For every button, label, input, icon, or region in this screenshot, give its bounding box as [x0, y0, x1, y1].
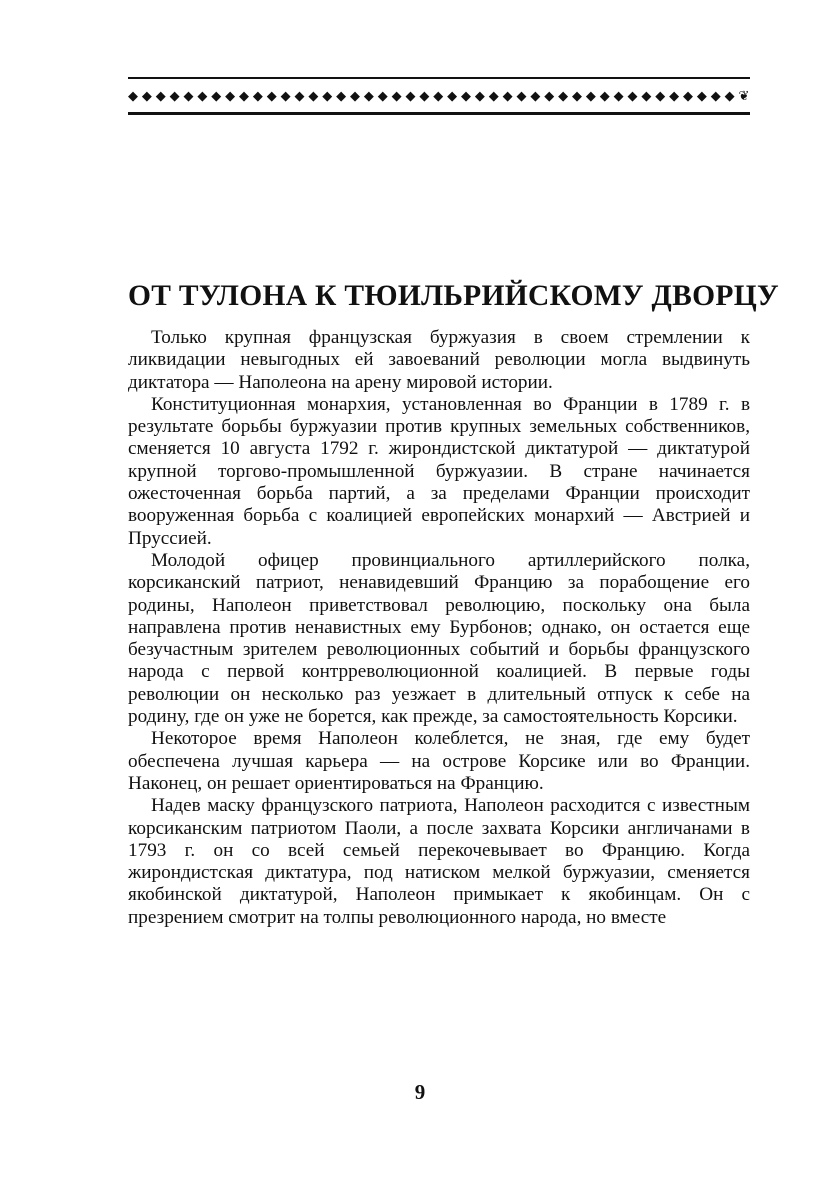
- diamond-ornament-icon: ◆: [599, 88, 610, 104]
- diamond-ornament-icon: ◆: [572, 88, 582, 104]
- diamond-ornament-icon: ◆: [724, 88, 735, 104]
- page-number: 9: [414, 1080, 426, 1104]
- diamond-ornament-icon: ◆: [516, 88, 527, 104]
- diamond-ornament-icon: ◆: [641, 88, 652, 104]
- diamond-ornament-icon: ◆: [558, 88, 569, 104]
- paragraph: Только крупная французская буржуазия в своем стремлении к ликвидации невыгодных ей завоеваний революции могла выдвинуть диктатора — Наполеона на арену мировой истории.: [128, 327, 750, 393]
- diamond-ornament-icon: ◆: [377, 88, 388, 104]
- chapter-title: ОТ ТУЛОНА К ТЮИЛЬРИЙСКОМУ ДВОРЦУ: [128, 280, 779, 312]
- paragraph: Конституционная монархия, установленная во Франции в 1789 г. в результате борьбы буржуазии против крупных земельных собственников, сменяется 10 августа 1792 г. жирондистской диктатурой — диктатурой крупной торгово-промышленной буржуазии. В стране начинается ожесточенная борьба партий, а за пределами Франции происходит вооруженная борьба с коалицией европейских монархий — Австрией и Пруссией.: [128, 393, 750, 549]
- diamond-ornament-icon: ◆: [294, 88, 305, 104]
- diamond-ornament-icon: ◆: [363, 88, 374, 104]
- diamond-ornament-icon: ◆: [141, 88, 152, 104]
- diamond-ornament-icon: ◆: [350, 88, 360, 104]
- header-top-rule: [128, 77, 750, 79]
- diamond-ornament-icon: ◆: [225, 88, 236, 104]
- diamond-ornament-icon: ◆: [544, 88, 555, 104]
- diamond-ornament-icon: ◆: [252, 88, 263, 104]
- diamond-ornament-icon: ◆: [128, 88, 138, 104]
- header-ornament-band: [128, 84, 750, 108]
- diamond-ornament-icon: ◆: [669, 88, 680, 104]
- diamond-ornament-icon: ◆: [419, 88, 430, 104]
- diamond-ornament-icon: ◆: [461, 88, 471, 104]
- diamond-ornament-icon: ◆: [683, 88, 693, 104]
- fleuron-ornament-icon: ❦: [738, 88, 750, 104]
- diamond-ornament-icon: ◆: [336, 88, 347, 104]
- diamond-ornament-icon: ◆: [613, 88, 624, 104]
- diamond-ornament-icon: ◆: [266, 88, 277, 104]
- diamond-ornament-icon: ◆: [405, 88, 416, 104]
- diamond-ornament-icon: ◆: [239, 88, 249, 104]
- diamond-ornament-icon: ◆: [280, 88, 291, 104]
- header-bottom-rule: [128, 112, 750, 115]
- diamond-ornament-icon: ◆: [169, 88, 180, 104]
- diamond-ornament-icon: ◆: [627, 88, 638, 104]
- diamond-ornament-icon: ◆: [502, 88, 513, 104]
- diamond-ornament-icon: ◆: [585, 88, 596, 104]
- paragraph: Молодой офицер провинциального артиллерийского полка, корсиканский патриот, ненавидевший Францию за порабощение его родины, Наполеон приветствовал революцию, поскольку она была направлена против ненавистных ему Бурбонов; однако, он остается еще безучастным зрителем революционных событий и борьбы французского народа с первой контрреволюционной коалицией. В первые годы революции он несколько раз уезжает в длительный отпуск к себе на родину, где он уже не борется, как прежде, за самостоятельность Корсики.: [128, 549, 750, 728]
- diamond-ornament-icon: ◆: [488, 88, 499, 104]
- diamond-ornament-icon: ◆: [655, 88, 666, 104]
- diamond-ornament-icon: ◆: [308, 88, 319, 104]
- paragraph: Надев маску французского патриота, Наполеон расходится с известным корсиканским патриотом Паоли, а после захвата Корсики англичанами в 1793 г. он со всей семьей перекочевывает во Францию. Когда жирондистская диктатура, под натиском мелкой буржуазии, сменяется якобинской диктатурой, Наполеон примыкает к якобинцам. Он с презрением смотрит на толпы революционного народа, но вместе: [128, 795, 750, 928]
- diamond-ornament-icon: ◆: [474, 88, 485, 104]
- diamond-ornament-icon: ◆: [447, 88, 458, 104]
- diamond-ornament-icon: ◆: [530, 88, 541, 104]
- diamond-ornament-icon: ◆: [696, 88, 707, 104]
- diamond-ornament-icon: ◆: [155, 88, 166, 104]
- diamond-ornament-icon: ◆: [433, 88, 444, 104]
- diamond-ornament-icon: ◆: [183, 88, 194, 104]
- diamond-ornament-icon: ◆: [391, 88, 402, 104]
- diamond-ornament-icon: ◆: [710, 88, 721, 104]
- diamond-ornament-icon: ◆: [322, 88, 333, 104]
- diamond-ornament-icon: ◆: [197, 88, 208, 104]
- diamond-ornament-icon: ◆: [211, 88, 222, 104]
- paragraph: Некоторое время Наполеон колеблется, не зная, где ему будет обеспечена лучшая карьера — на острове Корсике или во Франции. Наконец, он решает ориентироваться на Францию.: [128, 728, 750, 794]
- body-text: [128, 327, 750, 929]
